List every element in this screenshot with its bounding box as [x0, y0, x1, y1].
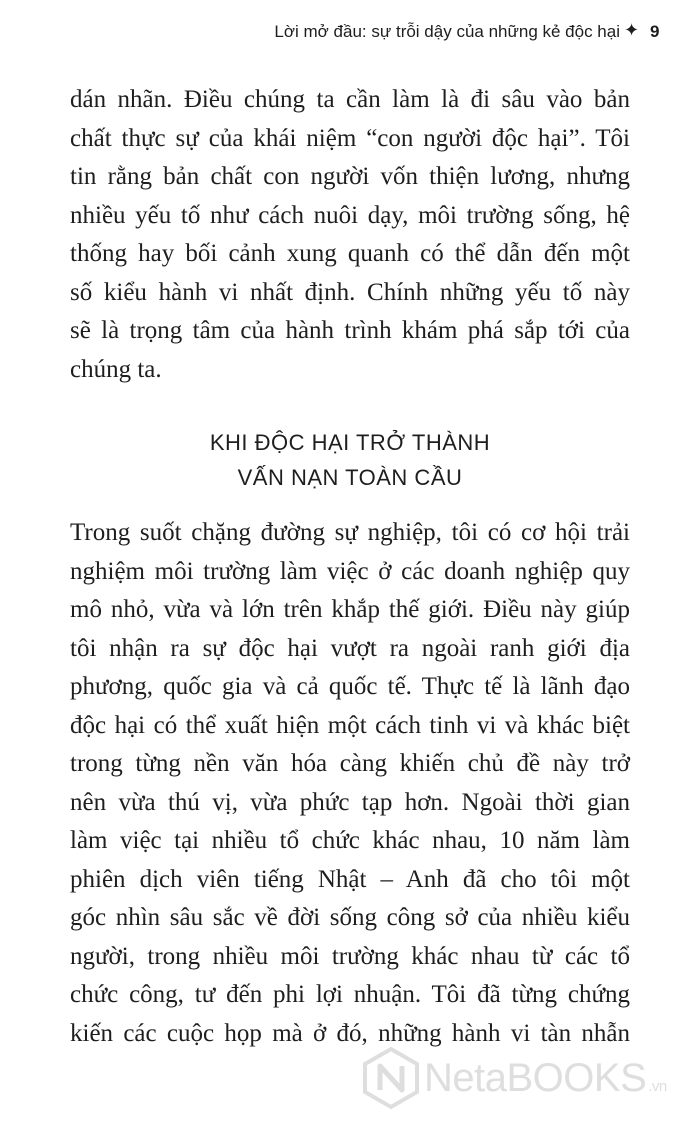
paragraph-line: chức công, tư đến phi lợi nhuận. Tôi đã từng chứng — [70, 981, 630, 1008]
paragraph-body — [70, 514, 630, 1053]
netabooks-watermark — [362, 1042, 667, 1114]
paragraph-line: độc hại có thể xuất hiện một cách tinh vi và khác biệt — [70, 711, 630, 739]
paragraph-line: kiến các cuộc họp mà ở đó, những hành vi tàn nhẫn — [70, 1019, 630, 1047]
section-heading-line: VẤN NẠN TOÀN CẦU — [237, 465, 463, 490]
paragraph-line: nên vừa thú vị, vừa phức tạp hơn. Ngoài thời gian — [70, 788, 630, 816]
paragraph-line: Trong suốt chặng đường sự nghiệp, tôi có cơ hội trải — [70, 519, 630, 546]
paragraph-line: sẽ là trọng tâm của hành trình khám phá sắp tới của — [70, 317, 630, 344]
netabooks-logo-icon — [362, 1046, 420, 1110]
paragraph-line: tin rằng bản chất con người vốn thiện lương, nhưng — [70, 163, 630, 190]
watermark-suffix: .vn — [648, 1077, 667, 1095]
paragraph-line: góc nhìn sâu sắc về đời sống công sở của nhiều kiểu — [70, 904, 630, 931]
paragraph-line: thống hay bối cảnh xung quanh có thể dẫn đến một — [70, 240, 630, 267]
section-heading — [70, 425, 630, 495]
paragraph-line: phương, quốc gia và cả quốc tế. Thực tế là lãnh đạo — [70, 673, 630, 700]
page-number: 9 — [650, 22, 660, 41]
running-header: Lời mở đầu: sự trỗi dậy của những kẻ độc hại — [274, 22, 620, 41]
paragraph-line: trong từng nền văn hóa càng khiến chủ đề này trở — [70, 750, 630, 777]
paragraph-line: nghiệm môi trường làm việc ở các doanh nghiệp quy — [70, 557, 630, 585]
watermark-brand: NetaBOOKS — [424, 1055, 647, 1100]
paragraph-line: chất thực sự của khái niệm “con người độc hại”. Tôi — [70, 124, 630, 152]
paragraph-line: người, trong nhiều môi trường khác nhau từ các tổ — [70, 942, 630, 970]
watermark-text — [424, 1056, 667, 1101]
paragraph-line: phiên dịch viên tiếng Nhật – Anh đã cho tôi một — [70, 865, 630, 893]
paragraph-intro — [70, 81, 630, 389]
section-heading-line: KHI ĐỘC HẠI TRỞ THÀNH — [209, 430, 491, 455]
star-icon: ✦ — [624, 20, 640, 41]
paragraph-line: chúng ta. — [70, 355, 162, 383]
paragraph-line: số kiểu hành vi nhất định. Chính những yếu tố này — [70, 278, 630, 306]
paragraph-line: tôi nhận ra sự độc hại vượt ra ngoài ranh giới địa — [70, 634, 630, 662]
paragraph-line: nhiều yếu tố như cách nuôi dạy, môi trường sống, hệ — [70, 201, 630, 229]
paragraph-line: dán nhãn. Điều chúng ta cần làm là đi sâu vào bản — [70, 86, 630, 113]
paragraph-line: mô nhỏ, vừa và lớn trên khắp thế giới. Điều này giúp — [70, 596, 630, 623]
paragraph-line: làm việc tại nhiều tổ chức khác nhau, 10 năm làm — [70, 827, 630, 854]
